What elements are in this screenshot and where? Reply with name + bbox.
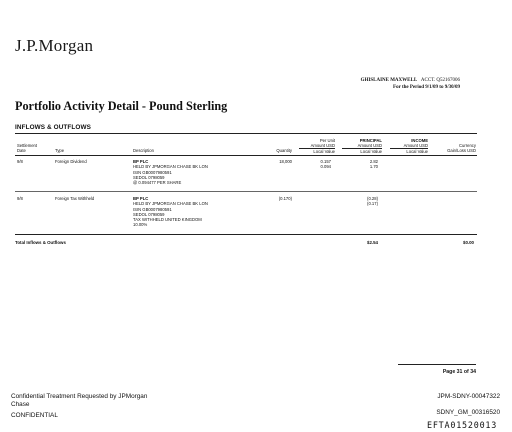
confidential-notice: Confidential Treatment Requested by JPMorgan Chase CONFIDENTIAL <box>11 393 148 419</box>
col-header-currency: Currency Gain/Loss USD <box>447 143 476 154</box>
col-header-description: Description <box>133 148 154 154</box>
bates-number: EFTA01520013 <box>427 420 498 430</box>
section-rule <box>15 133 477 134</box>
row1-quantity: 18,000 <box>279 159 292 164</box>
page-number: Page 31 of 34 <box>442 369 476 375</box>
row2-principal: (0.28) (0.17) <box>367 196 378 207</box>
header-rule <box>15 155 477 156</box>
col-header-type: Type <box>55 148 65 154</box>
total-currency: $0.00 <box>463 240 474 245</box>
total-label: Total Inflows & Outflows <box>15 240 66 245</box>
col-header-quantity: Quantity <box>276 148 292 154</box>
document-id-2: SDNY_GM_00316520 <box>436 409 500 416</box>
col-header-income: INCOME Amount USD Local Value <box>390 138 428 155</box>
total-rule <box>15 234 477 235</box>
total-principal: $2.54 <box>367 240 378 245</box>
jpmorgan-logo: J.P.Morgan <box>15 36 94 55</box>
row-divider <box>15 191 477 192</box>
section-title: INFLOWS & OUTFLOWS <box>15 124 91 131</box>
row2-type: Foreign Tax Withheld <box>55 196 95 201</box>
statement-period: For the Period 9/1/09 to 9/30/09 <box>393 84 460 90</box>
col-header-principal: PRINCIPAL Amount USD Local Value <box>342 138 382 155</box>
row1-date: 9/8 <box>17 159 23 164</box>
account-block <box>324 78 460 91</box>
col-header-settlement-date: Settlement Date <box>17 143 38 154</box>
col-header-per-unit: Per Unit Amount USD Local Value <box>299 138 335 155</box>
document-id-1: JPM-SDNY-00047322 <box>437 393 500 400</box>
row1-principal: 2.82 1.70 <box>369 159 378 170</box>
row1-type: Foreign Dividend <box>55 159 87 164</box>
account-holder-name: GHISLAINE MAXWELL <box>360 78 418 83</box>
row1-description: BP PLC HELD BY JPMORGAN CHASE BK LON ISIN GB0007980591 SEDOL 0798059 @ 0.094477 PER SHARE <box>133 159 208 186</box>
row2-date: 9/8 <box>17 196 23 201</box>
row1-per-unit: 0.157 0.094 <box>320 159 331 170</box>
account-number: ACCT. Q52167006 <box>420 78 460 83</box>
row2-description: BP PLC HELD BY JPMORGAN CHASE BK LON ISIN GB0007980591 SEDOL 0798059 TAX WITHHELD UNITED KINGDOM 10.00% <box>133 196 208 228</box>
row2-quantity: (0.170) <box>278 196 292 201</box>
page-title: Portfolio Activity Detail - Pound Sterling <box>15 99 228 113</box>
page-number-rule <box>398 364 476 365</box>
